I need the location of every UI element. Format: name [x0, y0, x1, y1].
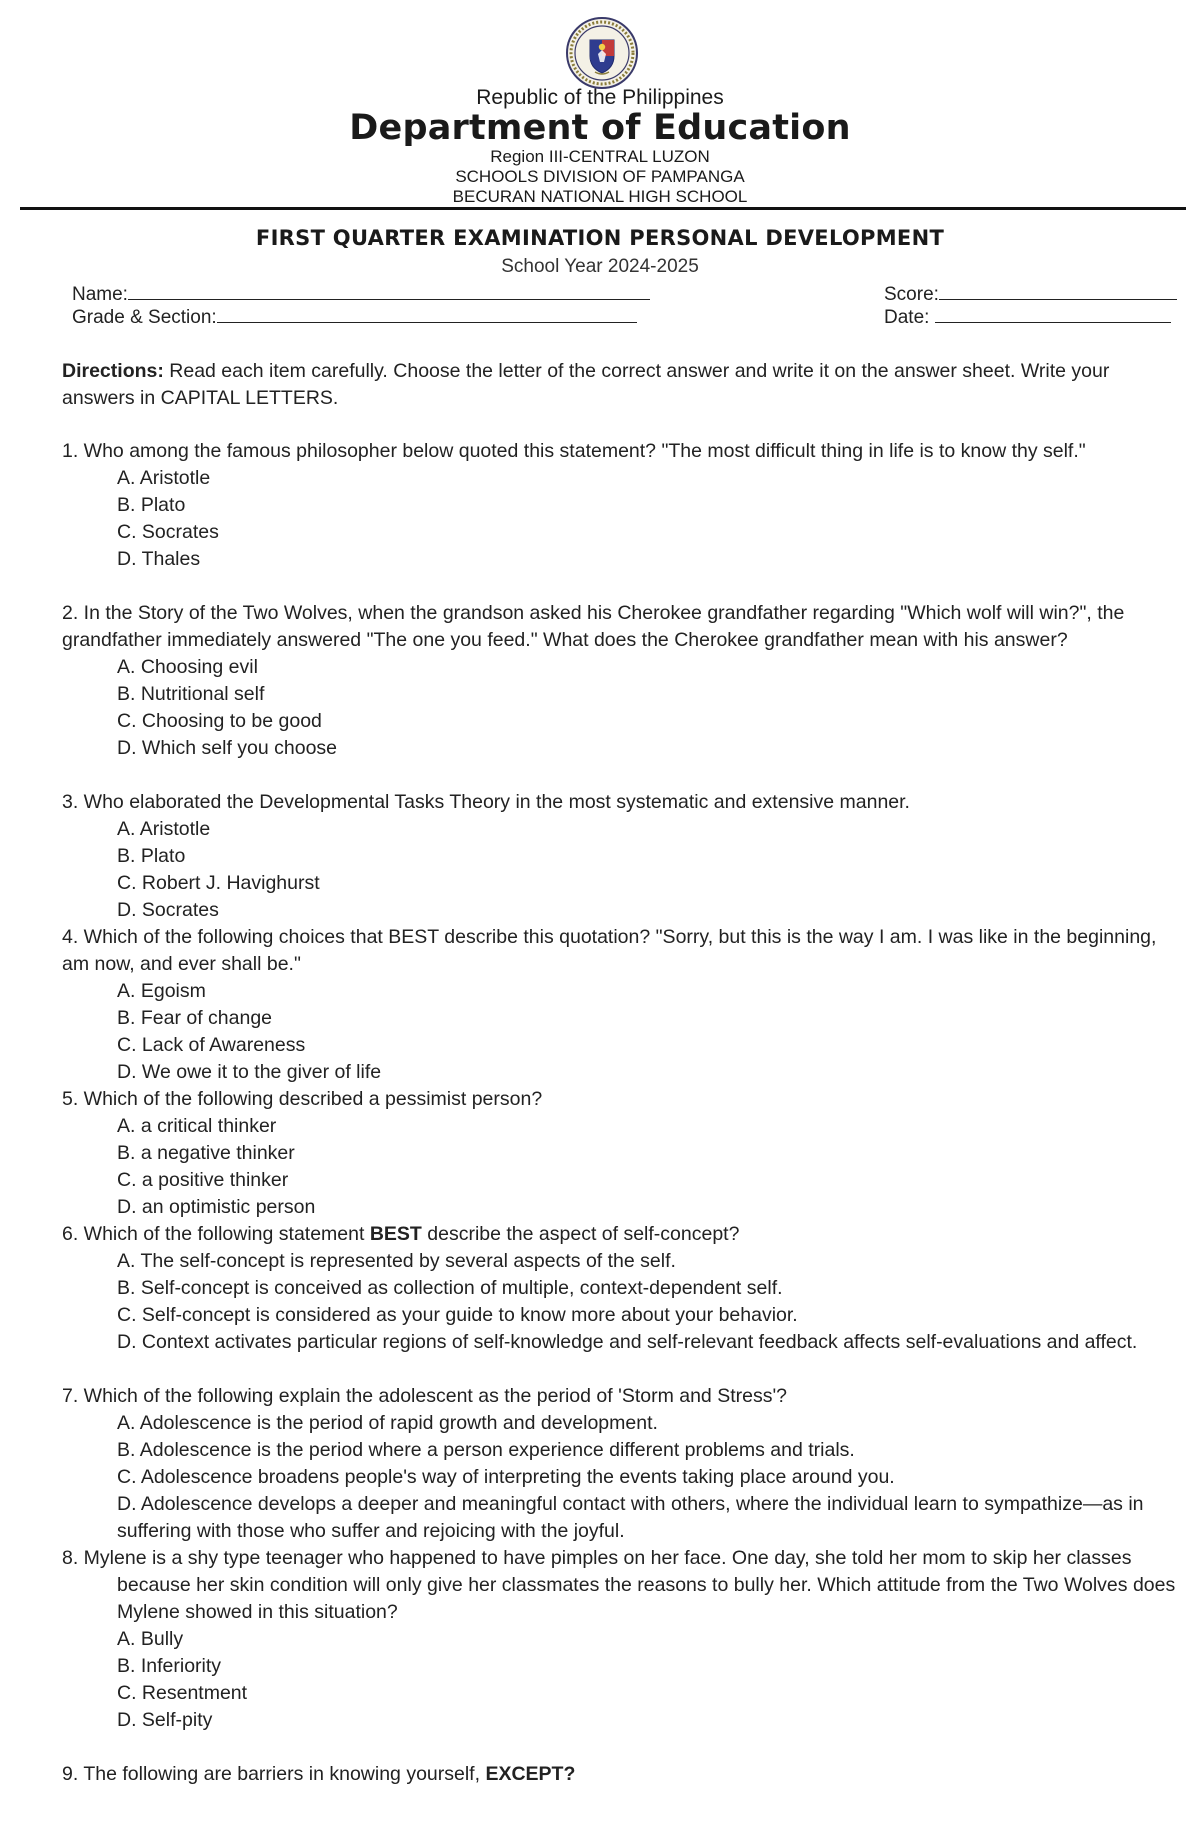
answer-option: B. Self-concept is conceived as collection of multiple, context-dependent self. [117, 1277, 783, 1299]
answer-option: B. Fear of change [117, 1007, 273, 1029]
answer-option: A. The self-concept is represented by several aspects of the self. [117, 1250, 676, 1272]
answer-option: D. Thales [117, 548, 201, 570]
date-label: Date: [884, 307, 935, 328]
question-4 [62, 924, 1182, 1086]
question-stem: 4. Which of the following choices that BEST describe this quotation? "Sorry, but this is the way I am. I was like in the beginning, am now, and ever shall be." [62, 926, 1157, 975]
question-stem: 5. Which of the following described a pessimist person? [62, 1088, 543, 1110]
question-stem-emphasis: BEST [369, 1223, 422, 1245]
deped-seal-icon [565, 16, 639, 90]
answer-option: C. Resentment [117, 1682, 248, 1704]
region-line: Region III-CENTRAL LUZON [490, 147, 710, 166]
answer-option: B. Plato [117, 494, 186, 516]
question-stem-emphasis: EXCEPT? [485, 1763, 576, 1785]
directions [62, 358, 1182, 412]
name-field[interactable] [72, 283, 650, 306]
question-stem: 2. In the Story of the Two Wolves, when the grandson asked his Cherokee grandfather regarding "Which wolf will win?", the grandfather immediately answered "The one you feed." What does the Cherokee grandfather mean with his answer? [62, 602, 1125, 651]
grade-section-blank[interactable] [217, 306, 637, 323]
score-label: Score: [884, 284, 939, 305]
header-divider [20, 207, 1186, 210]
school-year: School Year 2024-2025 [501, 256, 699, 277]
question-stem-text: 9. The following are barriers in knowing yourself, [62, 1763, 486, 1785]
question-2 [62, 600, 1182, 762]
division-line: SCHOOLS DIVISION OF PAMPANGA [455, 167, 745, 186]
question-stem: 3. Who elaborated the Developmental Tasks Theory in the most systematic and extensive manner. [62, 791, 910, 813]
answer-option: D. Adolescence develops a deeper and meaningful contact with others, where the individual learn to sympathize—as in suffering with those who suffer and rejoicing with the joyful. [117, 1493, 1144, 1542]
answer-option: D. Context activates particular regions of self-knowledge and self-relevant feedback affects self-evaluations and affect. [117, 1331, 1138, 1353]
question-stem: 8. Mylene is a shy type teenager who happened to have pimples on her face. One day, she told her mom to skip her classes because her skin condition will only give her classmates the reasons to bully her. Which attitude from the Two Wolves does Mylene showed in this situation? [62, 1547, 1176, 1623]
question-3 [62, 789, 1182, 924]
question-stem: 1. Who among the famous philosopher below quoted this statement? "The most difficult thing in life is to know thy self." [62, 440, 1086, 462]
answer-option: C. a positive thinker [117, 1169, 289, 1191]
directions-text: Read each item carefully. Choose the letter of the correct answer and write it on the answer sheet. Write your answers in CAPITAL LETTERS. [62, 360, 1110, 409]
question-stem-text: describe the aspect of self-concept? [421, 1223, 740, 1245]
school-line: BECURAN NATIONAL HIGH SCHOOL [452, 187, 748, 206]
score-field[interactable] [884, 283, 1177, 306]
answer-option: A. Aristotle [117, 818, 211, 840]
answer-option: B. Nutritional self [117, 683, 265, 705]
answer-option: A. Aristotle [117, 467, 211, 489]
exam-title: FIRST QUARTER EXAMINATION PERSONAL DEVELOPMENT [255, 226, 945, 250]
answer-option: D. an optimistic person [117, 1196, 316, 1218]
answer-option: D. Which self you choose [117, 737, 338, 759]
name-label: Name: [72, 284, 128, 305]
answer-option: D. Socrates [117, 899, 219, 921]
department-heading: Department of Education [349, 108, 851, 148]
answer-option: A. Egoism [117, 980, 206, 1002]
answer-option: A. Adolescence is the period of rapid growth and development. [117, 1412, 658, 1434]
answer-option: C. Self-concept is considered as your guide to know more about your behavior. [117, 1304, 798, 1326]
date-blank[interactable] [935, 306, 1171, 323]
question-stem [62, 1761, 1182, 1788]
answer-option: B. Plato [117, 845, 186, 867]
date-field[interactable] [884, 306, 1171, 329]
answer-option: A. a critical thinker [117, 1115, 277, 1137]
answer-option: C. Robert J. Havighurst [117, 872, 320, 894]
grade-section-field[interactable] [72, 306, 637, 329]
answer-option: A. Choosing evil [117, 656, 258, 678]
answer-option: D. We owe it to the giver of life [117, 1061, 382, 1083]
answer-option: C. Socrates [117, 521, 219, 543]
question-stem: 7. Which of the following explain the adolescent as the period of 'Storm and Stress'? [62, 1385, 788, 1407]
grade-section-label: Grade & Section: [72, 307, 217, 328]
answer-option: B. Inferiority [117, 1655, 222, 1677]
question-1 [62, 438, 1182, 573]
score-blank[interactable] [939, 283, 1177, 300]
question-stem-text: 6. Which of the following statement [62, 1223, 370, 1245]
question-7 [62, 1383, 1182, 1545]
directions-label: Directions: [62, 360, 164, 382]
question-8 [62, 1545, 1182, 1734]
question-6 [62, 1221, 1182, 1356]
name-blank[interactable] [128, 283, 650, 300]
answer-option: A. Bully [117, 1628, 184, 1650]
answer-option: D. Self-pity [117, 1709, 213, 1731]
republic-heading: Republic of the Philippines [476, 86, 724, 109]
answer-option: C. Adolescence broadens people's way of interpreting the events taking place around you. [117, 1466, 895, 1488]
answer-option: C. Choosing to be good [117, 710, 322, 732]
answer-option: C. Lack of Awareness [117, 1034, 306, 1056]
answer-option: B. a negative thinker [117, 1142, 295, 1164]
question-5 [62, 1086, 1182, 1221]
question-9 [62, 1761, 1182, 1788]
answer-option: B. Adolescence is the period where a person experience different problems and trials. [117, 1439, 855, 1461]
question-stem [62, 1221, 1182, 1248]
